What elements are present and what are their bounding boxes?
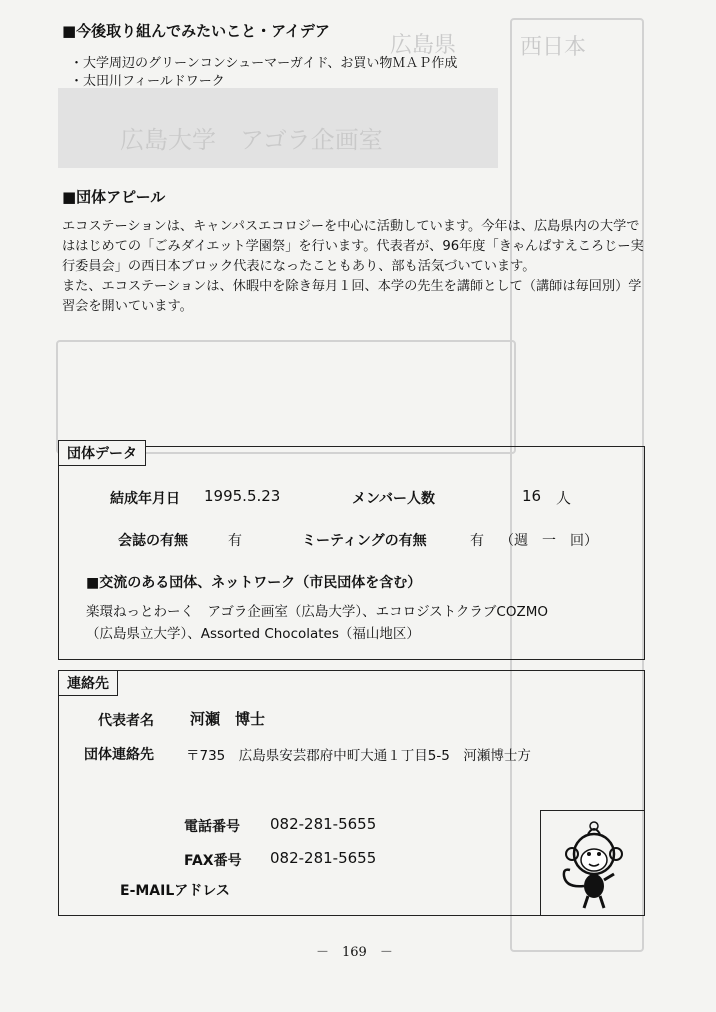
group-data-heading: 団体データ: [58, 440, 146, 466]
members-unit: 人: [556, 489, 572, 507]
network-line: （広島県立大学）、Assorted Chocolates（福山地区）: [86, 626, 420, 642]
ghost-text: 西日本: [520, 35, 587, 60]
address-value: 〒735 広島県安芸郡府中町大通１丁目5-5 河瀬博士方: [186, 748, 531, 764]
ideas-heading: ■今後取り組んでみたいこと・アイデア: [62, 22, 330, 40]
appeal-paragraph: エコステーションは、キャンパスエコロジーを中心に活動しています。今年は、広島県内の大学でははじめての「ごみダイエット学園祭」を行います。代表者が、96年度「きゃんぱすえころじー実行委員会」の西日本ブロック代表になったこともあり、部も活気づいています。: [62, 219, 644, 274]
network-line: 楽環ねっとわーく アゴラ企画室（広島大学）、エコロジストクラブCOZMO: [86, 604, 548, 620]
network-heading: ■交流のある団体、ネットワーク（市民団体を含む）: [86, 575, 422, 591]
members-value: 16: [522, 487, 542, 505]
idea-item: ・大学周辺のグリーンコンシューマーガイド、お買い物ＭＡＰ作成: [70, 56, 458, 71]
founded-label: 結成年月日: [110, 491, 180, 507]
idea-item: ・太田川フィールドワーク: [70, 74, 225, 89]
appeal-heading: ■団体アピール: [62, 188, 166, 206]
address-label: 団体連絡先: [84, 747, 154, 763]
monkey-mascot-icon: [548, 816, 638, 910]
fax-label: FAX番号: [184, 853, 242, 869]
rep-label: 代表者名: [98, 713, 154, 729]
bulletin-value: 有: [228, 533, 242, 549]
phone-value: 082-281-5655: [270, 815, 377, 833]
members-label: メンバー人数: [352, 491, 436, 507]
ghost-text: 広島県: [390, 33, 457, 58]
meeting-value: 有: [470, 533, 484, 549]
rep-value: 河瀬 博士: [190, 710, 266, 728]
fax-value: 082-281-5655: [270, 849, 377, 867]
ghost-text: 広島大学 アゴラ企画室: [120, 126, 383, 154]
meeting-frequency: （週 一 回）: [500, 533, 598, 549]
bulletin-label: 会誌の有無: [118, 533, 188, 549]
founded-value: 1995.5.23: [204, 487, 281, 505]
page-number: － 169 －: [316, 945, 393, 960]
email-label: E-MAILアドレス: [120, 883, 230, 899]
appeal-paragraph: また、エコステーションは、休暇中を除き毎月１回、本学の先生を講師として（講師は毎回別）学習会を開いています。: [62, 279, 642, 314]
meeting-label: ミーティングの有無: [302, 533, 427, 549]
ghost-activity-box: [56, 340, 516, 454]
appeal-body: [62, 217, 652, 317]
contact-heading: 連絡先: [58, 670, 118, 696]
phone-label: 電話番号: [184, 819, 240, 835]
